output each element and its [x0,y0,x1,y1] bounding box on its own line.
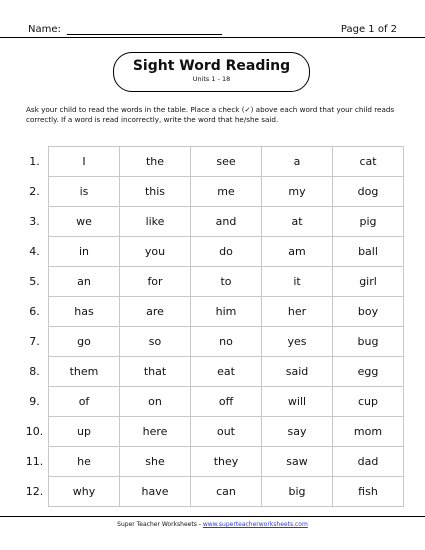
instructions-text: Ask your child to read the words in the table. Place a check (✓) above each word that your child reads correctly. If a word is read incorrectly, write the word that he/she said. [26,105,395,124]
table-row [21,357,404,387]
table-row [21,207,404,237]
word-cell: him [191,297,262,327]
word-cell: it [262,267,333,297]
word-cell: big [262,477,333,507]
row-number: 12. [21,477,49,507]
word-cell: can [191,477,262,507]
word-cell: will [262,387,333,417]
row-number: 4. [21,237,49,267]
word-cell: they [191,447,262,477]
word-cell: are [120,297,191,327]
word-cell: at [262,207,333,237]
row-number: 2. [21,177,49,207]
row-number: 5. [21,267,49,297]
word-cell: I [49,147,120,177]
word-cell: her [262,297,333,327]
word-cell: saw [262,447,333,477]
word-cell: bug [333,327,404,357]
word-cell: have [120,477,191,507]
word-cell: said [262,357,333,387]
table-row [21,267,404,297]
footer [0,521,425,528]
word-cell: you [120,237,191,267]
word-cell: he [49,447,120,477]
word-cell: to [191,267,262,297]
word-cell: on [120,387,191,417]
word-cell: girl [333,267,404,297]
word-cell: cup [333,387,404,417]
name-field [28,24,222,35]
word-cell: ball [333,237,404,267]
word-cell: am [262,237,333,267]
word-cell: for [120,267,191,297]
table-row [21,177,404,207]
word-cell: yes [262,327,333,357]
table-row [21,477,404,507]
page-title: Sight Word Reading [132,58,291,74]
word-cell: boy [333,297,404,327]
word-cell: pig [333,207,404,237]
table-row [21,417,404,447]
row-number: 1. [21,147,49,177]
word-cell: them [49,357,120,387]
word-cell: an [49,267,120,297]
word-cell: dad [333,447,404,477]
table-row [21,447,404,477]
word-cell: like [120,207,191,237]
row-number: 10. [21,417,49,447]
word-cell: this [120,177,191,207]
word-cell: cat [333,147,404,177]
word-cell: up [49,417,120,447]
word-cell: go [49,327,120,357]
word-cell: so [120,327,191,357]
word-cell: a [262,147,333,177]
word-cell: why [49,477,120,507]
title-box [113,52,310,92]
word-cell: is [49,177,120,207]
word-cell: no [191,327,262,357]
word-cell: has [49,297,120,327]
row-number: 8. [21,357,49,387]
word-cell: fish [333,477,404,507]
word-cell: mom [333,417,404,447]
row-number: 7. [21,327,49,357]
page-number: Page 1 of 2 [340,24,397,35]
word-cell: the [120,147,191,177]
word-cell: off [191,387,262,417]
word-cell: we [49,207,120,237]
word-cell: and [191,207,262,237]
footer-link[interactable]: www.superteacherworksheets.com [202,521,308,528]
name-label: Name: [28,24,61,35]
word-cell: say [262,417,333,447]
sight-word-table [21,146,404,507]
word-cell: eat [191,357,262,387]
table-row [21,387,404,417]
word-cell: of [49,387,120,417]
word-cell: out [191,417,262,447]
word-cell: that [120,357,191,387]
table-row [21,147,404,177]
name-blank-line[interactable] [67,24,222,35]
row-number: 6. [21,297,49,327]
word-cell: egg [333,357,404,387]
table-row [21,327,404,357]
word-cell: see [191,147,262,177]
word-cell: she [120,447,191,477]
word-cell: here [120,417,191,447]
page-subtitle: Units 1 - 18 [192,75,231,83]
footer-text: Super Teacher Worksheets - [117,521,203,528]
word-cell: my [262,177,333,207]
row-number: 9. [21,387,49,417]
footer-divider [0,516,425,517]
row-number: 3. [21,207,49,237]
header-divider [0,37,425,38]
table-row [21,237,404,267]
word-cell: do [191,237,262,267]
word-cell: dog [333,177,404,207]
word-cell: in [49,237,120,267]
table-row [21,297,404,327]
row-number: 11. [21,447,49,477]
word-cell: me [191,177,262,207]
